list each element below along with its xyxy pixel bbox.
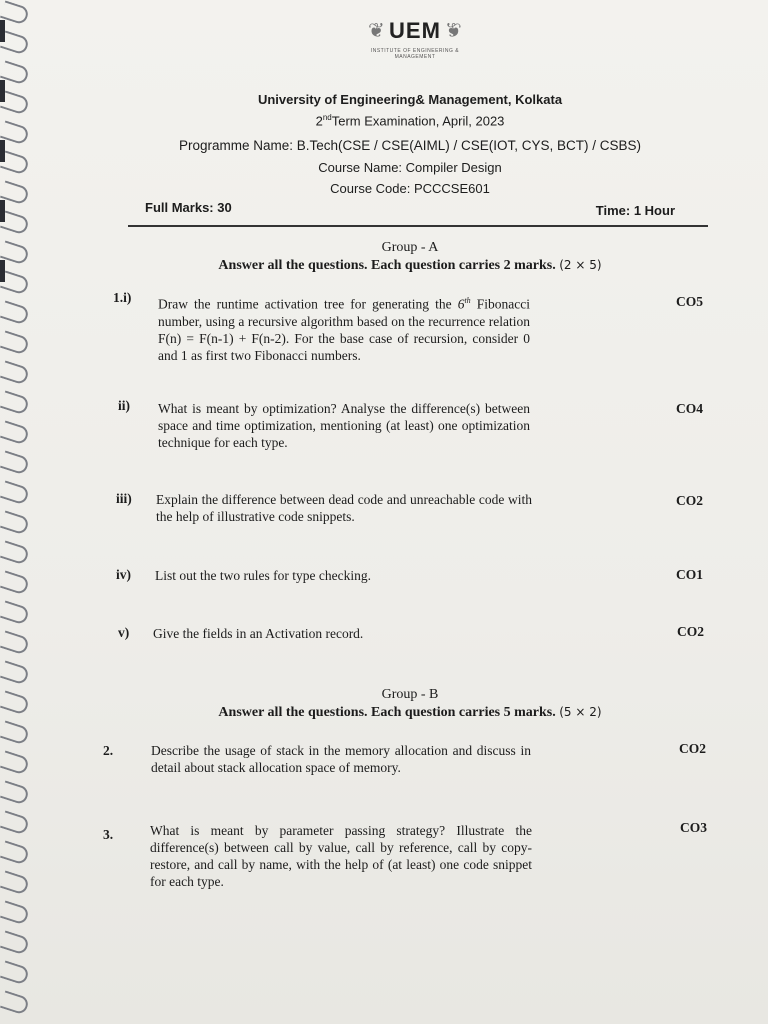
question-number: iii)	[116, 491, 132, 506]
binding-loop	[0, 330, 30, 355]
course-outcome: CO3	[680, 820, 707, 835]
question-text: What is meant by parameter passing strategy? Illustrate the difference(s) between call by value, call by reference, call by copy-restore, and call by name, with the help of (at least) one code snippet for each type.	[150, 823, 532, 889]
group-b-title: Group - B	[381, 687, 439, 702]
binding-loop	[0, 300, 30, 325]
time-allowed: Time: 1 Hour	[595, 203, 675, 218]
binding-loop	[0, 750, 30, 775]
course-outcome: CO5	[676, 294, 703, 309]
binding-loop	[0, 450, 30, 475]
header-divider	[128, 225, 708, 227]
question-number: 1.i)	[113, 290, 132, 305]
question-number: v)	[118, 625, 130, 640]
course-name: Course Name: Compiler Design	[318, 160, 502, 175]
binding-loop	[0, 360, 30, 385]
course-outcome: CO2	[677, 624, 704, 639]
binding-loop	[0, 480, 30, 505]
course-outcome: CO2	[679, 741, 706, 756]
binding-loop	[0, 420, 30, 445]
question-number: 3.	[103, 827, 114, 842]
binding-loop	[0, 720, 30, 745]
group-a-title: Group - A	[381, 240, 439, 255]
binding-loop	[0, 390, 30, 415]
binding-loop	[0, 660, 30, 685]
question-text: List out the two rules for type checking.	[155, 568, 371, 583]
binding-loop	[0, 840, 30, 865]
binding-loop	[0, 810, 30, 835]
question-number: ii)	[118, 398, 130, 413]
university-name: University of Engineering& Management, Kolkata	[257, 92, 563, 107]
binding-loop	[0, 780, 30, 805]
exam-title: 2ndTerm Examination, April, 2023	[315, 113, 505, 129]
marks-row	[145, 200, 675, 218]
binding-edge	[0, 260, 5, 282]
binding-edge	[0, 80, 5, 102]
binding-loop	[0, 570, 30, 595]
course-code: Course Code: PCCCSE601	[330, 181, 490, 196]
binding-loop	[0, 990, 30, 1015]
question-text: Give the fields in an Activation record.	[153, 626, 364, 641]
laurel-left-icon: ❦	[368, 20, 385, 42]
binding-loop	[0, 540, 30, 565]
laurel-right-icon: ❦	[445, 20, 462, 42]
course-outcome: CO1	[676, 567, 703, 582]
binding-loop	[0, 630, 30, 655]
course-outcome: CO2	[676, 493, 703, 508]
binding-edge	[0, 200, 5, 222]
programme-name: Programme Name: B.Tech(CSE / CSE(AIML) / CSE(IOT, CYS, BCT) / CSBS)	[178, 138, 642, 153]
binding-loop	[0, 960, 30, 985]
binding-loop	[0, 600, 30, 625]
binding-edge	[0, 140, 5, 162]
logo-text: UEM	[389, 18, 441, 43]
binding-loop	[0, 690, 30, 715]
binding-loop	[0, 930, 30, 955]
question-text: Explain the difference between dead code and unreachable code with the help of illustrative code snippets.	[156, 492, 532, 524]
group-b-instruction: Answer all the questions. Each question carries 5 marks. (5 × 2)	[218, 705, 602, 720]
group-a-instruction: Answer all the questions. Each question carries 2 marks. (2 × 5)	[218, 258, 602, 273]
logo-tagline: INSTITUTE OF ENGINEERING & MANAGEMENT	[370, 48, 460, 60]
question-text: Describe the usage of stack in the memory allocation and discuss in detail about stack allocation space of memory.	[151, 743, 531, 775]
uem-logo	[360, 10, 470, 80]
spiral-binding	[0, 0, 40, 1024]
question-number: 2.	[103, 743, 114, 758]
full-marks: Full Marks: 30	[145, 200, 232, 215]
binding-loop	[0, 870, 30, 895]
question-text: Draw the runtime activation tree for generating the 6th Fibonacci number, using a recursive algorithm based on the recurrence relation F(n) = F(n-1) + F(n-2). For the base case of recursion, consider 0 and 1 as first two Fibonacci numbers.	[158, 296, 531, 363]
course-outcome: CO4	[676, 401, 703, 416]
binding-loop	[0, 510, 30, 535]
question-number: iv)	[116, 567, 131, 582]
question-text: What is meant by optimization? Analyse the difference(s) between space and time optimization, mentioning (at least) one optimization technique for each type.	[158, 401, 530, 450]
binding-edge	[0, 20, 5, 42]
binding-loop	[0, 900, 30, 925]
